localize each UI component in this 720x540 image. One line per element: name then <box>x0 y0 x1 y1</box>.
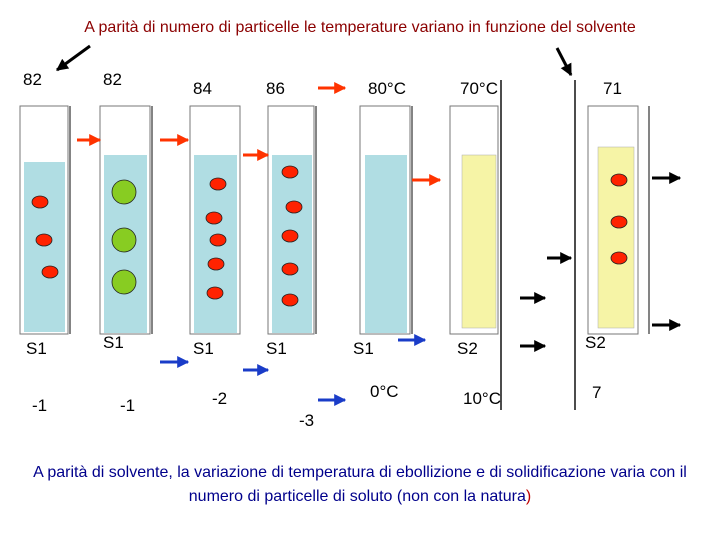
particle-red <box>282 294 298 306</box>
title-arrow-left <box>57 46 90 70</box>
tube-7-freezing-label: 7 <box>592 383 602 402</box>
test-tube-5 <box>360 106 412 334</box>
tube-4-freezing-label: -3 <box>299 411 315 430</box>
tube-4-solution <box>272 155 312 333</box>
particle-red <box>210 234 226 246</box>
particle-red <box>208 258 224 270</box>
particle-red <box>32 196 48 208</box>
tube-1-solvent-label: S1 <box>26 339 47 358</box>
particle-red <box>282 230 298 242</box>
tube-7-boiling-label: 71 <box>603 79 622 98</box>
tube-1-solution <box>24 162 65 332</box>
particle-red <box>282 263 298 275</box>
title-arrow-right <box>557 48 571 75</box>
particle-red <box>207 287 223 299</box>
particle-red <box>206 212 222 224</box>
particle-red <box>282 166 298 178</box>
particle-red <box>611 174 627 186</box>
tube-4-boiling-label: 86 <box>266 79 285 98</box>
caption-closing-paren: ) <box>525 488 532 505</box>
tube-2-boiling-label: 82 <box>103 70 122 89</box>
particle-red <box>36 234 52 246</box>
diagram-caption <box>30 461 690 509</box>
tube-5-freezing-label: 0°C <box>370 382 399 401</box>
particle-green <box>112 228 136 252</box>
particle-red <box>611 252 627 264</box>
particle-red <box>42 266 58 278</box>
test-tube-4 <box>268 106 316 334</box>
tube-6-solvent-label: S2 <box>457 339 478 358</box>
particle-red <box>286 201 302 213</box>
tube-4-solvent-label: S1 <box>266 339 287 358</box>
tube-6-solution <box>462 155 496 328</box>
tube-1-freezing-label: -1 <box>32 396 48 415</box>
caption-text: A parità di solvente, la variazione di temperatura di ebollizione e di solidificazione varia con il numero di particelle di soluto (non con la natura <box>33 464 687 505</box>
tube-6-boiling-label: 70°C <box>460 79 498 98</box>
test-tube-1 <box>20 106 70 334</box>
tube-3-boiling-label: 84 <box>193 79 212 98</box>
tube-7-solvent-label: S2 <box>585 333 606 352</box>
tube-5-boiling-label: 80°C <box>368 79 406 98</box>
particle-red <box>210 178 226 190</box>
tube-5-solution <box>365 155 407 333</box>
test-tube-6 <box>450 80 501 410</box>
tube-2-freezing-label: -1 <box>120 396 136 415</box>
diagram-title: A parità di numero di particelle le temperature variano in funzione del solvente <box>84 19 636 36</box>
tube-1-boiling-label: 82 <box>23 70 42 89</box>
test-tube-7 <box>575 80 649 410</box>
test-tube-2 <box>100 106 152 334</box>
tube-5-solvent-label: S1 <box>353 339 374 358</box>
particle-red <box>611 216 627 228</box>
test-tube-3 <box>190 106 240 334</box>
particle-green <box>112 270 136 294</box>
tube-6-freezing-label: 10°C <box>463 389 501 408</box>
tube-3-freezing-label: -2 <box>212 389 228 408</box>
tube-2-solvent-label: S1 <box>103 333 124 352</box>
particle-green <box>112 180 136 204</box>
tube-3-solvent-label: S1 <box>193 339 214 358</box>
